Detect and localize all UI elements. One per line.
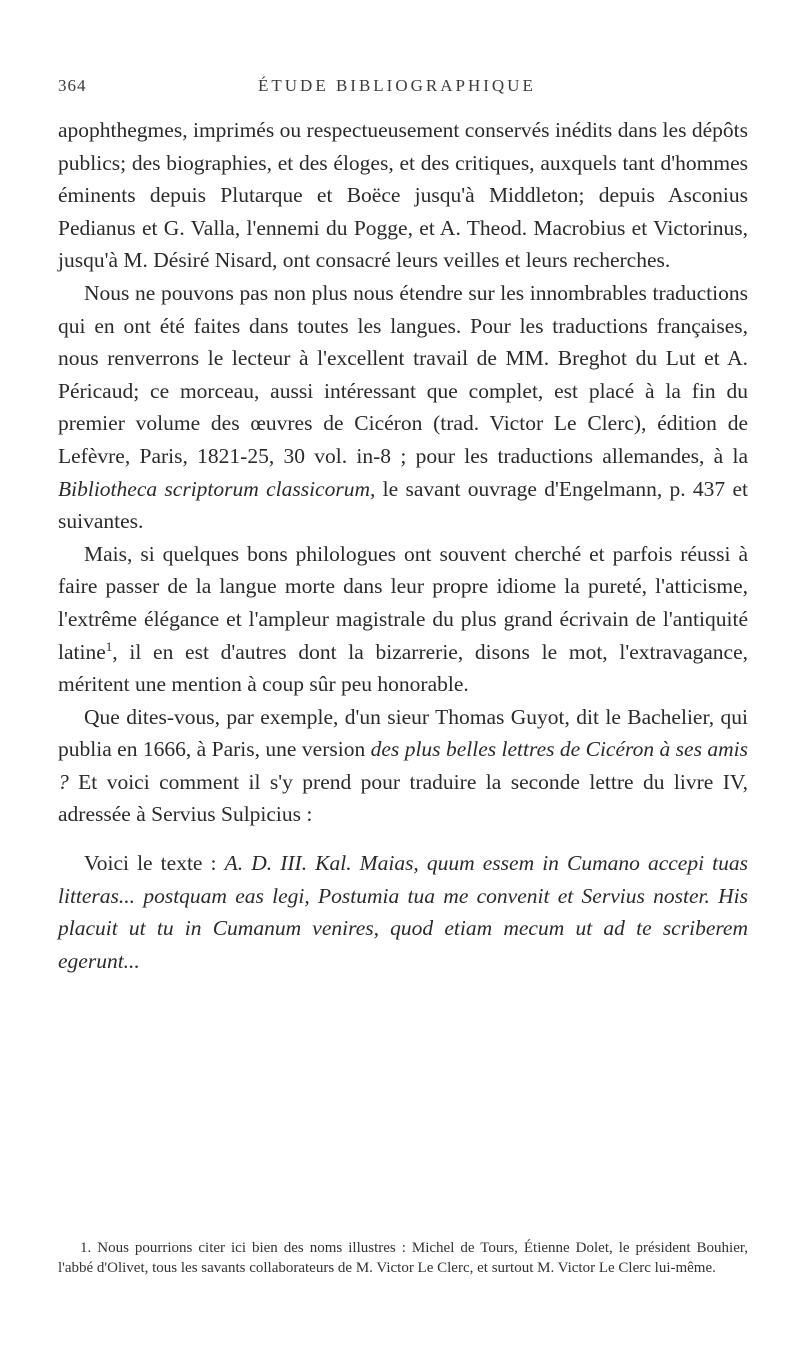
latin-text: A. D. III. Kal. Maias, quum essem in Cumano accepi tuas litteras... postquam eas legi, Postumia tua me convenit et Servius noster. His placuit ut tu in Cumanum venires, quod etiam mecum ut ad te scriberem egerunt...	[58, 851, 748, 973]
page-header	[58, 76, 748, 100]
paragraph: Mais, si quelques bons philologues ont souvent cherché et parfois réussi à faire passer de la langue morte dans leur propre idiome la pureté, l'atticisme, l'extrême élégance et l'ampleur magistrale du plus grand écrivain de l'antiquité latine$^1$, il en est d'autres dont la bizarrerie, disons le mot, l'extravagance, méritent une mention à coup sûr peu honorable.	[58, 541, 748, 697]
italic-title: des plus belles lettres de Cicéron à ses amis ?	[58, 737, 748, 794]
page-number: 364	[58, 76, 87, 95]
italic-title: Bibliotheca scriptorum classicorum,	[58, 476, 376, 501]
running-head: ÉTUDE BIBLIOGRAPHIQUE	[258, 76, 536, 95]
paragraph: apophthegmes, imprimés ou respectueusement conservés inédits dans les dépôts publics; des biographies, et des éloges, et des critiques, auxquels tant d'hommes éminents depuis Plutarque et Boëce jusqu'à Middleton; depuis Asconius Pedianus et G. Valla, l'ennemi du Pogge, et A. Theod. Macrobius et Victorinus, jusqu'à M. Désiré Nisard, ont consacré leurs veilles et leurs recherches.	[58, 118, 748, 273]
paragraph: Que dites-vous, par exemple, d'un sieur Thomas Guyot, dit le Bachelier, qui publia en 1666, à Paris, une version des plus belles lettres de Cicéron à ses amis ? Et voici comment il s'y prend pour traduire la seconde lettre du livre IV, adressée à Servius Sulpicius :	[58, 704, 748, 827]
footnote-ref: 1	[105, 638, 113, 654]
latin-quote: Voici le texte : A. D. III. Kal. Maias, quum essem in Cumano accepi tuas litteras... postquam eas legi, Postumia tua me convenit et Servius noster. His placuit ut tu in Cumanum venires, quod etiam mecum ut ad te scriberem egerunt...	[58, 851, 748, 973]
footnotes	[58, 1238, 748, 1278]
body-text	[58, 114, 748, 977]
footnote-marker: 1.	[80, 1240, 92, 1256]
footnote: 1. Nous pourrions citer ici bien des noms illustres : Michel de Tours, Étienne Dolet, le président Bouhier, l'abbé d'Olivet, tous les savants collaborateurs de M. Victor Le Clerc, et surtout M. Victor Le Clerc lui-même.	[58, 1240, 748, 1276]
paragraph: Nous ne pouvons pas non plus nous étendre sur les innombrables traductions qui en ont été faites dans toutes les langues. Pour les traductions françaises, nous renverrons le lecteur à l'excellent travail de MM. Breghot du Lut et A. Péricaud; ce morceau, aussi intéressant que complet, est placé à la fin du premier volume des œuvres de Cicéron (trad. Victor Le Clerc), édition de Lefèvre, Paris, 1821-25, 30 vol. in-8 ; pour les traductions allemandes, à la Bibliotheca scriptorum classicorum, le savant ouvrage d'Engelmann, p. 437 et suivantes.	[58, 280, 748, 534]
